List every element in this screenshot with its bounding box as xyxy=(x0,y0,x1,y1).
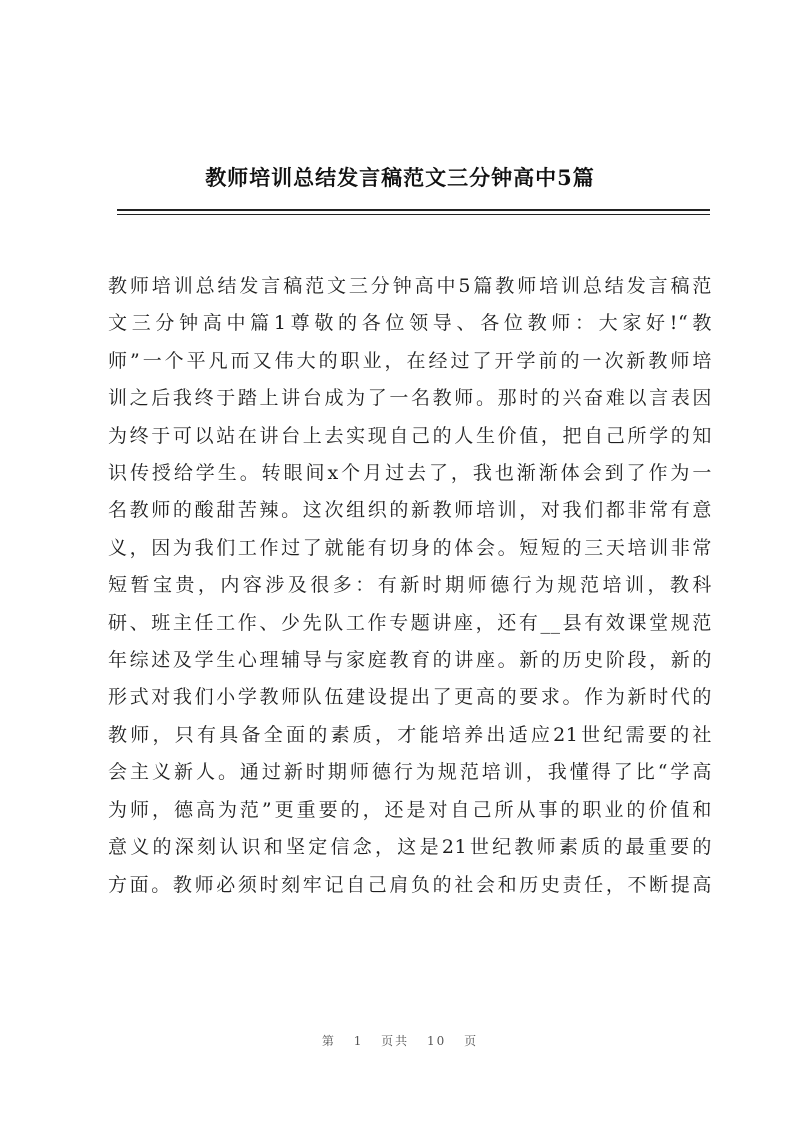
footer-current-page: 1 xyxy=(353,1034,364,1048)
footer-suffix: 页 xyxy=(464,1034,479,1048)
body-line: 为终于可以站在讲台上去实现自己的人生价值，把自己所学的知 xyxy=(108,424,712,447)
body-line: 名教师的酸甜苦辣。这次组织的新教师培训，对我们都非常有意 xyxy=(108,499,712,522)
title-rule-thick xyxy=(117,209,710,211)
footer-total-pages: 10 xyxy=(427,1034,447,1048)
body-line: 师”一个平凡而又伟大的职业，在经过了开学前的一次新教师培 xyxy=(108,349,712,372)
body-line: 年综述及学生心理辅导与家庭教育的讲座。新的历史阶段，新的 xyxy=(108,649,712,672)
body-line: 方面。教师必须时刻牢记自己肩负的社会和历史责任，不断提高 xyxy=(108,873,712,896)
body-line: 教师，只有具备全面的素质，才能培养出适应21世纪需要的社 xyxy=(108,723,712,746)
page-footer xyxy=(0,1032,800,1049)
body-line: 训之后我终于踏上讲台成为了一名教师。那时的兴奋难以言表因 xyxy=(108,387,712,410)
body-line: 研、班主任工作、少先队工作专题讲座，还有__县有效课堂规范 xyxy=(108,611,712,634)
document-title: 教师培训总结发言稿范文三分钟高中5篇 xyxy=(205,165,595,190)
body-line: 识传授给学生。转眼间x个月过去了，我也渐渐体会到了作为一 xyxy=(108,462,712,485)
body-line: 教师培训总结发言稿范文三分钟高中5篇教师培训总结发言稿范 xyxy=(108,275,712,297)
body-text xyxy=(108,268,712,904)
body-line: 形式对我们小学教师队伍建设提出了更高的要求。作为新时代的 xyxy=(108,686,712,709)
body-line: 文三分钟高中篇1尊敬的各位领导、各位教师：大家好!“教 xyxy=(108,312,712,335)
title-rule-thin xyxy=(117,214,710,215)
body-line: 会主义新人。通过新时期师德行为规范培训，我懂得了比“学高 xyxy=(108,761,712,784)
footer-prefix: 第 xyxy=(321,1034,336,1048)
body-line: 为师，德高为范”更重要的，还是对自己所从事的职业的价值和 xyxy=(108,798,712,821)
body-line: 短暂宝贵，内容涉及很多：有新时期师德行为规范培训，教科 xyxy=(108,574,712,597)
body-line: 意义的深刻认识和坚定信念，这是21世纪教师素质的最重要的 xyxy=(108,836,712,859)
footer-mid: 页共 xyxy=(381,1034,410,1048)
body-line: 义，因为我们工作过了就能有切身的体会。短短的三天培训非常 xyxy=(108,536,712,559)
